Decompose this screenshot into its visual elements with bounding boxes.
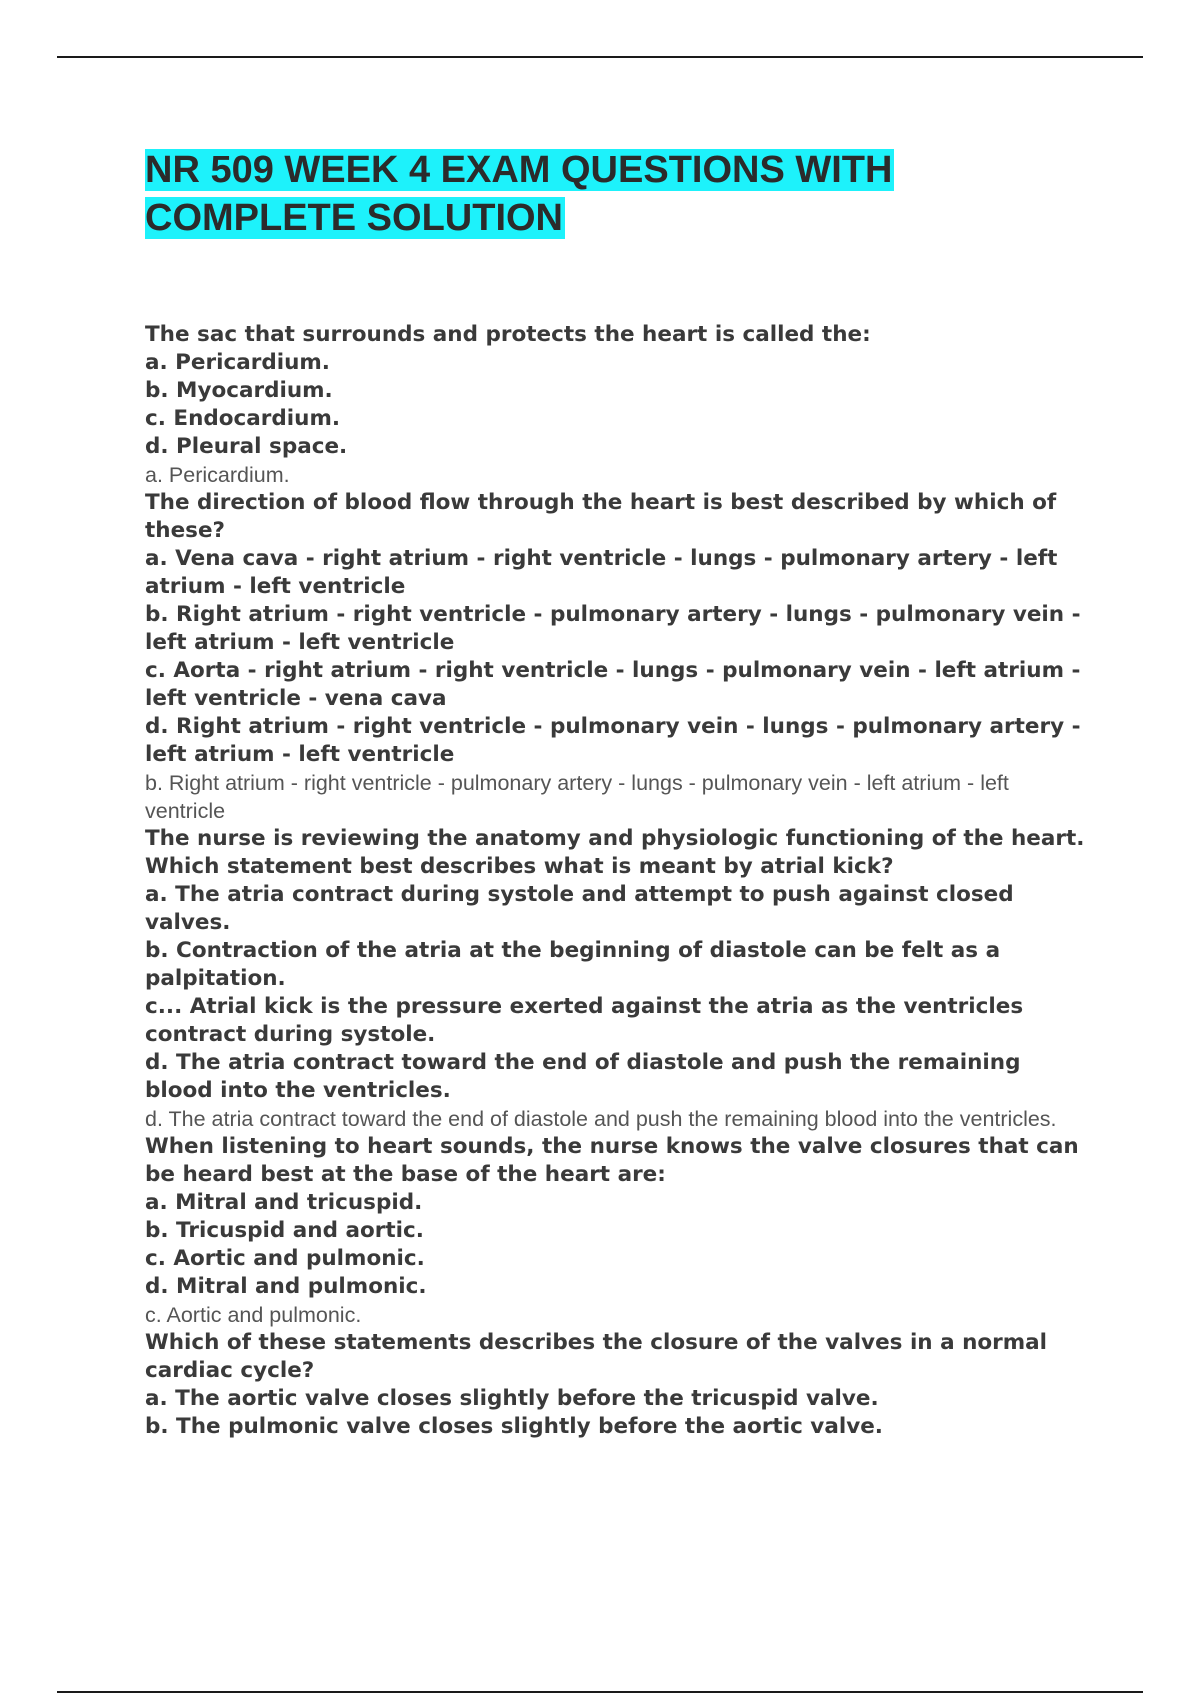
answer-option: b. The pulmonic valve closes slightly before the aortic valve. <box>145 1414 883 1439</box>
answer-option: d. Mitral and pulmonic. <box>145 1274 427 1299</box>
answer-option: a. The atria contract during systole and attempt to push against closed valves. <box>145 882 1014 935</box>
correct-answer: a. Pericardium. <box>145 463 290 487</box>
question-text: The nurse is reviewing the anatomy and physiologic functioning of the heart. Which statement best describes what is meant by atrial kick? <box>145 826 1085 879</box>
answer-option: b. Myocardium. <box>145 378 333 403</box>
question-block <box>145 1329 1090 1441</box>
answer-option: d. Pleural space. <box>145 434 348 459</box>
question-block <box>145 321 1090 489</box>
bottom-rule <box>57 1691 1143 1693</box>
answer-option: a. Mitral and tricuspid. <box>145 1190 423 1215</box>
answer-option: a. Vena cava - right atrium - right ventricle - lungs - pulmonary artery - left atrium - left ventricle <box>145 546 1058 599</box>
title-line-1: NR 509 WEEK 4 EXAM QUESTIONS WITH <box>145 149 893 191</box>
top-rule <box>57 56 1143 58</box>
document-title <box>145 146 1105 242</box>
question-block <box>145 1133 1090 1329</box>
question-block <box>145 825 1090 1133</box>
question-list <box>145 321 1090 1441</box>
answer-option: b. Contraction of the atria at the beginning of diastole can be felt as a palpitation. <box>145 938 1001 991</box>
answer-option: d. The atria contract toward the end of diastole and push the remaining blood into the ventricles. <box>145 1050 1021 1103</box>
correct-answer: b. Right atrium - right ventricle - pulmonary artery - lungs - pulmonary vein - left atrium - left ventricle <box>145 771 1009 823</box>
correct-answer: c. Aortic and pulmonic. <box>145 1303 362 1327</box>
answer-option: a. The aortic valve closes slightly before the tricuspid valve. <box>145 1386 879 1411</box>
answer-option: c. Aorta - right atrium - right ventricle - lungs - pulmonary vein - left atrium - left ventricle - vena cava <box>145 658 1081 711</box>
answer-option: c. Aortic and pulmonic. <box>145 1246 425 1271</box>
question-text: When listening to heart sounds, the nurse knows the valve closures that can be heard best at the base of the heart are: <box>145 1134 1079 1187</box>
correct-answer: d. The atria contract toward the end of diastole and push the remaining blood into the ventricles. <box>145 1107 1057 1131</box>
question-text: Which of these statements describes the closure of the valves in a normal cardiac cycle? <box>145 1330 1048 1383</box>
answer-option: c... Atrial kick is the pressure exerted against the atria as the ventricles contract during systole. <box>145 994 1024 1047</box>
answer-option: d. Right atrium - right ventricle - pulmonary vein - lungs - pulmonary artery - left atrium - left ventricle <box>145 714 1081 767</box>
answer-option: a. Pericardium. <box>145 350 330 375</box>
question-text: The direction of blood flow through the heart is best described by which of these? <box>145 490 1057 543</box>
question-text: The sac that surrounds and protects the heart is called the: <box>145 322 871 347</box>
answer-option: b. Right atrium - right ventricle - pulmonary artery - lungs - pulmonary vein - left atrium - left ventricle <box>145 602 1081 655</box>
question-block <box>145 489 1090 825</box>
answer-option: c. Endocardium. <box>145 406 341 431</box>
answer-option: b. Tricuspid and aortic. <box>145 1218 424 1243</box>
title-line-2: COMPLETE SOLUTION <box>145 197 563 239</box>
